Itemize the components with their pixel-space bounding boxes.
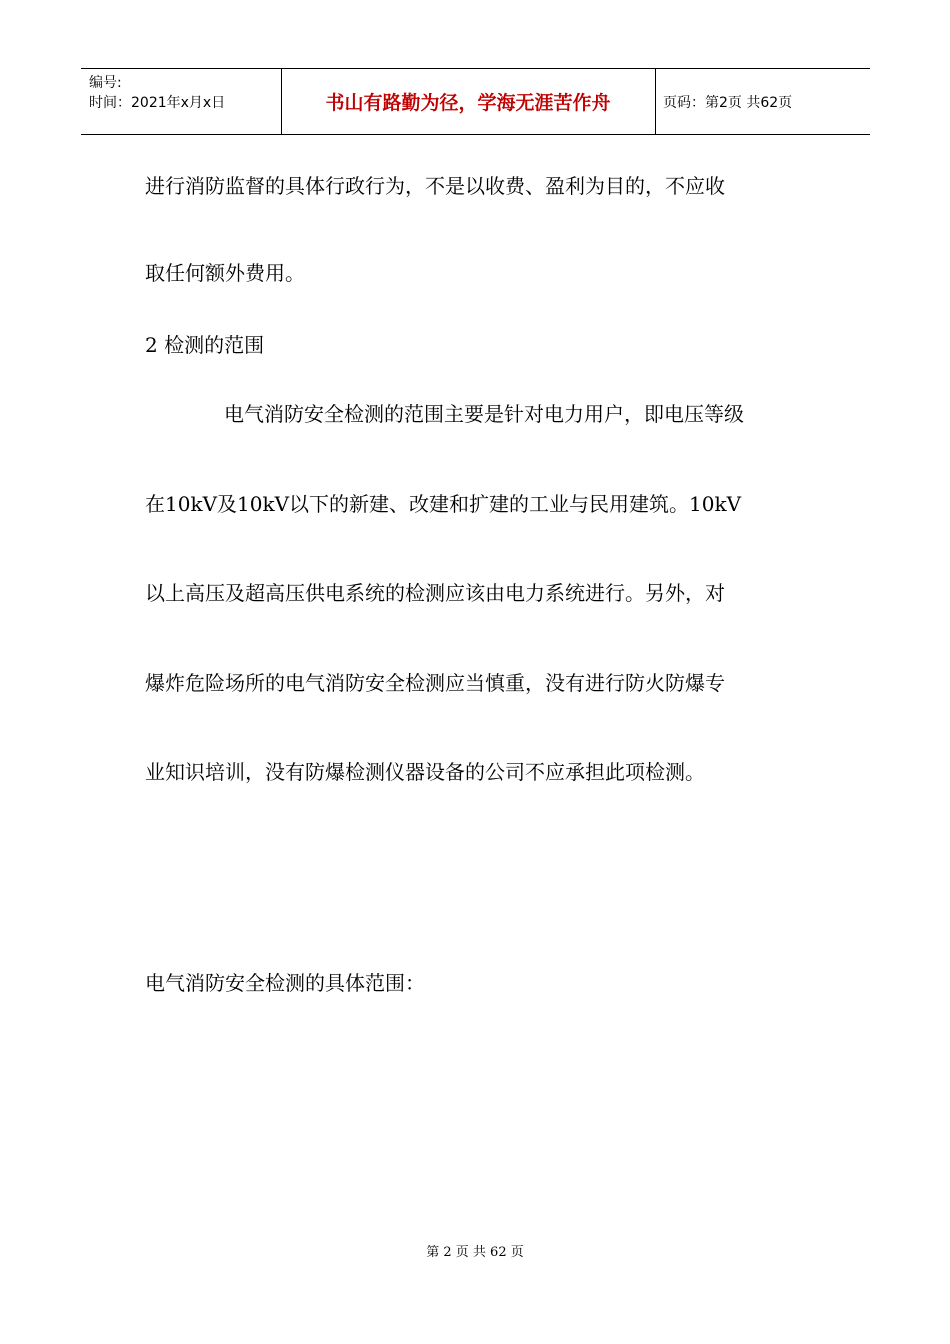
body-line: 以上高压及超高压供电系统的检测应该由电力系统进行。另外，对 bbox=[145, 581, 725, 605]
body-line: 取任何额外费用。 bbox=[145, 261, 305, 285]
body-line: 业知识培训，没有防爆检测仪器设备的公司不应承担此项检测。 bbox=[145, 760, 705, 784]
header-meta bbox=[89, 73, 225, 113]
body-line: 在10kV及10kV以下的新建、改建和扩建的工业与民用建筑。10kV bbox=[145, 492, 742, 516]
body-line: 爆炸危险场所的电气消防安全检测应当慎重，没有进行防火防爆专 bbox=[145, 671, 725, 695]
document-date: 时间：2021年x月x日 bbox=[89, 95, 226, 111]
paragraph-first-line: 电气消防安全检测的范围主要是针对电力用户，即电压等级 bbox=[224, 402, 744, 426]
header-divider-right bbox=[655, 69, 656, 134]
document-number-label: 编号: bbox=[89, 75, 122, 91]
header-motto: 书山有路勤为径，学海无涯苦作舟 bbox=[325, 92, 611, 114]
section-heading: 2 检测的范围 bbox=[145, 333, 265, 357]
page-header bbox=[81, 68, 870, 135]
body-line: 进行消防监督的具体行政行为，不是以收费、盈利为目的，不应收 bbox=[145, 174, 725, 198]
page-footer: 第 2 页 共 62 页 bbox=[426, 1245, 524, 1260]
header-page-info: 页码：第2页 共62页 bbox=[663, 94, 793, 111]
body-line: 电气消防安全检测的具体范围： bbox=[145, 971, 425, 995]
